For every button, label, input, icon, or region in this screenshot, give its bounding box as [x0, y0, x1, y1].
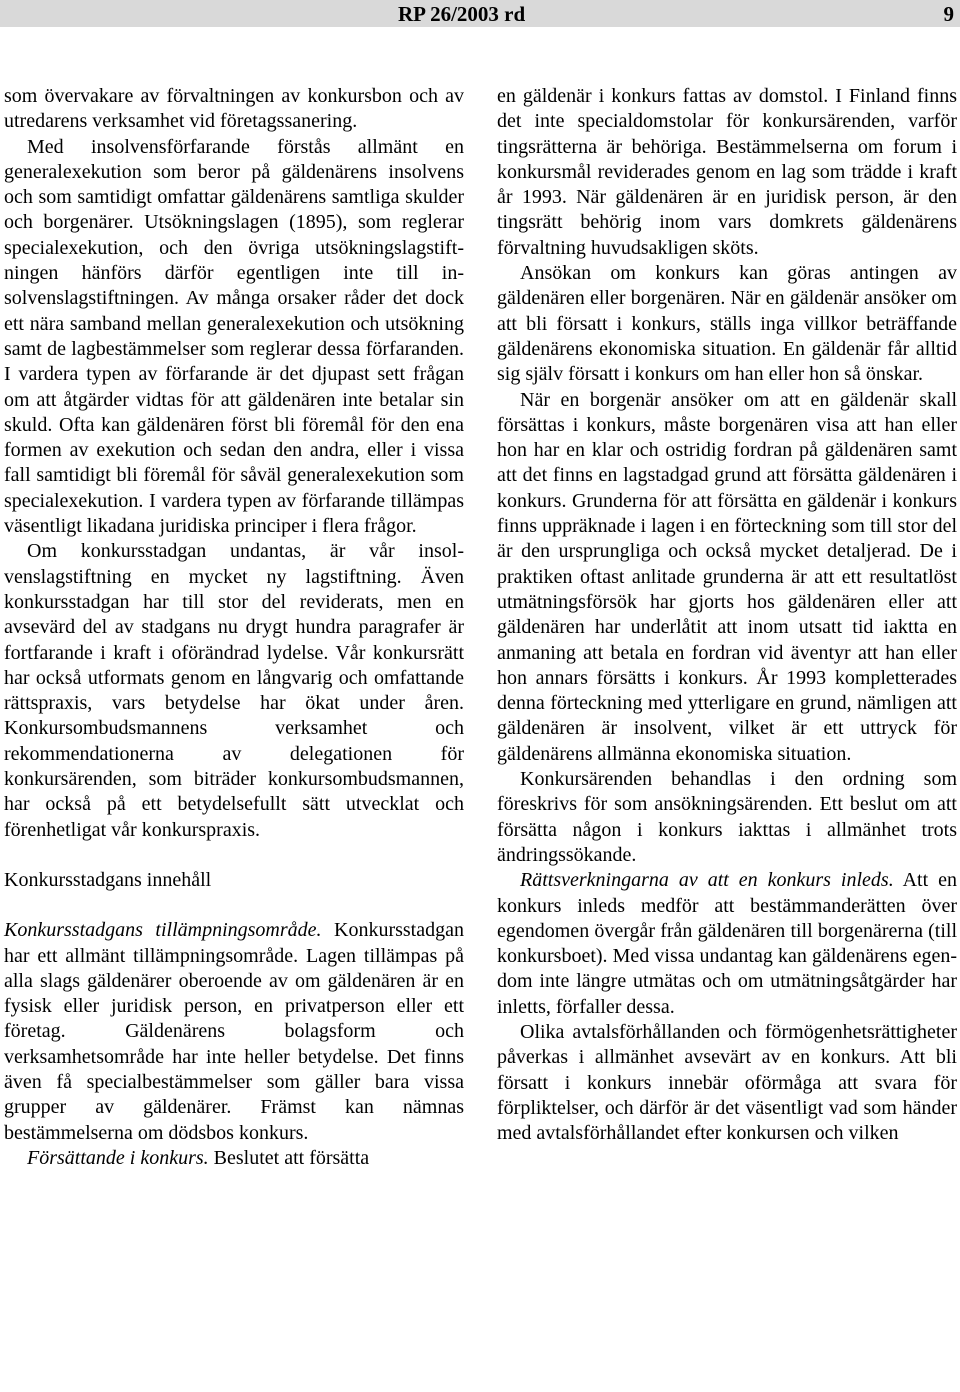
paragraph-lead-italic: Försättande i konkurs. — [27, 1146, 209, 1169]
paragraph: som övervakare av förvaltningen av konkursbon och av utredarens verksamhet vid företagssanering. — [4, 85, 464, 133]
paragraph: Olika avtalsförhållanden och förmögenhetsrättigheter påverkas i allmänhet avsevärt av en konkurs. Att bli försatt i konkurs innebär oförmåga att svara för förpliktelser, och därför är det väsentligt vad som händer med avtalsförhållandet efter konkursen och vilken — [497, 1020, 957, 1145]
paragraph: Med insolvensförfarande förstås allmänt en generalexekution som beror på gäldenärens insolvens och som samtidigt omfattar gäldenärens samtliga skulder och borgenärer. Utsökningslagen (1895), som reglerar specialexekution, och den övriga utsökningslagstiftningen hänförs därför egentligen inte till insolvenslagstiftningen. Av många orsaker råder det dock ett nära samband mellan generalexekution och utsökning samt de lagbestämmelser som reglerar dessa förfaranden. I vardera typen av förfarande är det djupast sett frågan om att åtgärder vidtas för att gäldenären inte betalar sin skuld. Ofta kan gäldenären först bli föremål för den ena formen av exekution och sedan den andra, eller i vissa fall samtidigt bli föremål för såväl generalexekution som specialexekution. I vardera typen av förfarande tillämpas väsentligt likadana juridiska principer i flera frågor. — [4, 135, 464, 538]
left-column — [4, 84, 464, 1171]
paragraph-text: Att en konkurs inleds medför att bestämmanderätten över egendomen övergår från gäldenären till borgenärerna (till konkursboet). Med vissa undantag kan gäldenärens egendom inte längre utmätas och om utmätningsåtgärder har inletts, förfaller dessa. — [497, 869, 957, 1018]
page-number: 9 — [943, 2, 954, 26]
paragraph: Om konkursstadgan undantas, är vår insolvenslagstiftning en mycket ny lagstiftning. Även konkursstadgan har till stor del reviderats, men en avsevärd del av stadgans nu drygt hundra paragrafer är fortfarande i kraft i oförändrad lydelse. Vår konkursrätt har också utformats genom en långvarig och omfattande rättspraxis, vars betydelse har ökat under åren. Konkursombudsmannens verksamhet och rekommendationerna av delegationen för konkursärenden, som biträder konkursombudsmannen, har också på ett betydelsefullt sätt utvecklat och förenhetligat vår konkurspraxis. — [4, 540, 464, 841]
right-column — [497, 84, 957, 1146]
paragraph — [4, 918, 464, 1146]
paragraph-lead-italic: Rättsverkningarna av att en konkurs inleds. — [520, 869, 894, 892]
paragraph: en gäldenär i konkurs fattas av domstol. I Finland finns det inte specialdomstolar för konkursärenden, varför tingsrätterna är behöriga. Bestämmelserna om forum i konkursmål reviderades genom en lag som trädde i kraft år 1993. När gäldenären är en juridisk person, är den tingsrätt behörig inom vars domkrets gäldenärens förvaltning huvudsakligen sköts. — [497, 85, 957, 259]
paragraph-text: Konkursstadgan har ett allmänt tillämpningsområde. Lagen tillämpas på alla slags gäldenärer oberoende av om gäldenären är en fysisk eller juridisk person, en privatperson eller ett företag. Gäldenärens bolagsform och verksamhetsområde har inte heller betydelse. Det finns även få specialbestämmelser som gäller bara vissa grupper av gäldenärer. Främst kan nämnas bestämmelserna om dödsbos konkurs. — [4, 919, 464, 1144]
paragraph: Konkursärenden behandlas i den ordning som föreskrivs för som ansökningsärenden. Ett beslut om att försätta någon i konkurs iakttas i allmänhet trots ändringssökande. — [497, 768, 957, 866]
section-heading: Konkursstadgans innehåll — [4, 868, 212, 891]
document-reference: RP 26/2003 rd — [398, 2, 526, 26]
paragraph — [4, 1146, 464, 1171]
page-header — [0, 0, 960, 27]
paragraph: Ansökan om konkurs kan göras antingen av gäldenären eller borgenären. När en gäldenär ansöker om att bli försatt i konkurs, ställs inga villkor beträffande gäldenärens ekonomiska situation. En gäldenär får alltid sig själv försatt i konkurs om han eller hon så önskar. — [497, 262, 957, 386]
paragraph: När en borgenär ansöker om att en gäldenär skall försättas i konkurs, måste borgenären visa att han eller hon har en klar och ostridig fordran på gäldenären samt att det finns en lagstadgad grund att försätta gäldenären i konkurs. Grunderna för att försätta en gäldenär i konkurs finns uppräknade i lagen i en förteckning som till stor del är den ursprungliga och också mycket detaljerad. De i praktiken oftast anlitade grunderna är att ett resultatlöst utmätningsförsök har gjorts hos gäldenären eller att gäldenären har underlåtit att inom utsatt tid iaktta en anmaning att betala en fordran vid äventyr att han eller hon annars försätts i konkurs. År 1993 kompletterades denna förteckning med ytterligare en grund, nämligen att gäldenären är insolvent, vilket är ett uttryck för gäldenärens allmänna ekonomiska situation. — [497, 388, 957, 765]
paragraph-text: Beslutet att försätta — [208, 1146, 370, 1169]
paragraph — [497, 868, 957, 1020]
paragraph-lead-italic: Konkursstadgans tillämpningsområde. — [4, 919, 322, 942]
